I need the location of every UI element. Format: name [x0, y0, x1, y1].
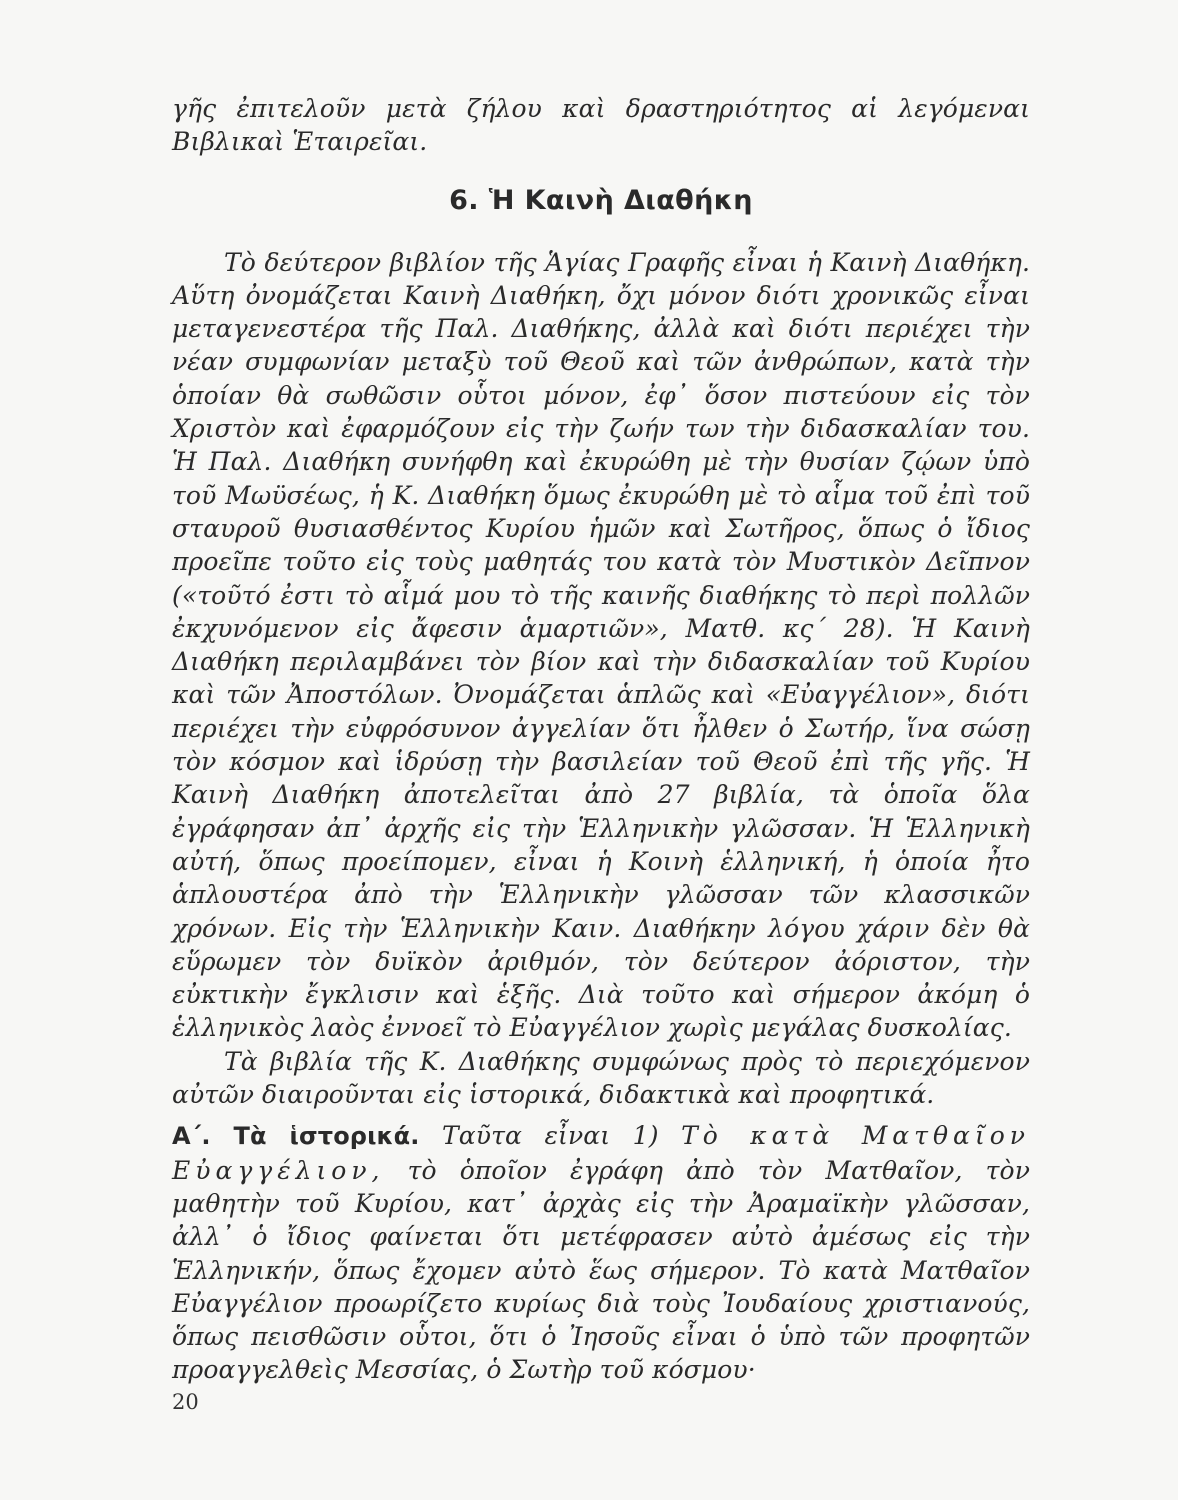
historical-text: τὸ ὁποῖον ἐγράφη ἀπὸ τὸν Ματθαῖον, τὸν μαθητὴν τοῦ Κυρίου, κατ᾽ ἀρχὰς εἰς τὴν Ἀραμαϊκὴν γλῶσσαν, ἀλλ᾽ ὁ ἴδιος φαίνεται ὅτι μετέφρασεν αὐτὸ ἀμέσως εἰς τὴν Ἑλληνικήν, ὅπως ἔχομεν αὐτὸ ἕως σήμερον. Τὸ κατὰ Ματθαῖον Εὐαγγέλιον προωρίζετο κυρίως διὰ τοὺς Ἰουδαίους χριστιανούς, ὅπως πεισθῶσιν οὗτοι, ὅτι ὁ Ἰησοῦς εἶναι ὁ ὑπὸ τῶν προφητῶν προαγγελθεὶς Μεσσίας, ὁ Σωτὴρ τοῦ κόσμου·: [172, 1155, 1030, 1385]
text-column: [172, 92, 1030, 1387]
intro-paragraph: γῆς ἐπιτελοῦν μετὰ ζήλου καὶ δραστηριότητος αἱ λεγόμεναι Βιβλικαὶ Ἑταιρεῖαι.: [172, 94, 1030, 157]
division-paragraph: Τὰ βιβλία τῆς Κ. Διαθήκης συμφώνως πρὸς τὸ περιεχόμενον αὐτῶν διαιροῦνται εἰς ἱστορικά, διδακτικὰ καὶ προφητικά.: [172, 1046, 1030, 1110]
historical-subheading: Α΄. Τὰ ἱστορικά.: [172, 1122, 420, 1151]
historical-lead: Ταῦτα εἶναι 1): [442, 1121, 659, 1151]
section-heading: 6. Ἡ Καινὴ Διαθήκη: [449, 184, 753, 216]
matthew-gospel-title: Τὸ κατὰ Ματθαῖον Εὐαγγέλιον,: [172, 1121, 1030, 1185]
page-number: 20: [172, 1390, 199, 1414]
historical-books-paragraph: [172, 1119, 1030, 1386]
new-testament-paragraph: Τὸ δεύτερον βιβλίον τῆς Ἁγίας Γραφῆς εἶναι ἡ Καινὴ Διαθήκη. Αὕτη ὀνομάζεται Καινὴ Διαθήκη, ὄχι μόνον διότι χρονικῶς εἶναι μεταγενεστέρα τῆς Παλ. Διαθήκης, ἀλλὰ καὶ διότι περιέχει τὴν νέαν συμφωνίαν μεταξὺ τοῦ Θεοῦ καὶ τῶν ἀνθρώπων, κατὰ τὴν ὁποίαν θὰ σωθῶσιν οὗτοι μόνον, ἐφ᾽ ὅσον πιστεύουν εἰς τὸν Χριστὸν καὶ ἐφαρμόζουν εἰς τὴν ζωήν των τὴν διδασκαλίαν του. Ἡ Παλ. Διαθήκη συνήφθη καὶ ἐκυρώθη μὲ τὴν θυσίαν ζῴων ὑπὸ τοῦ Μωϋσέως, ἡ Κ. Διαθήκη ὅμως ἐκυρώθη μὲ τὸ αἷμα τοῦ ἐπὶ τοῦ σταυροῦ θυσιασθέντος Κυρίου ἡμῶν καὶ Σωτῆρος, ὅπως ὁ ἴδιος προεῖπε τοῦτο εἰς τοὺς μαθητάς του κατὰ τὸν Μυστικὸν Δεῖπνον («τοῦτό ἐστι τὸ αἷμά μου τὸ τῆς καινῆς διαθήκης τὸ περὶ πολλῶν ἐκχυνόμενον εἰς ἄφεσιν ἁμαρτιῶν», Ματθ. κς´ 28). Ἡ Καινὴ Διαθήκη περιλαμβάνει τὸν βίον καὶ τὴν διδασκαλίαν τοῦ Κυρίου καὶ τῶν Ἀποστόλων. Ὀνομάζεται ἁπλῶς καὶ «Εὐαγγέλιον», διότι περιέχει τὴν εὐφρόσυνον ἀγγελίαν ὅτι ἦλθεν ὁ Σωτήρ, ἵνα σώσῃ τὸν κόσμον καὶ ἱδρύσῃ τὴν βασιλείαν τοῦ Θεοῦ ἐπὶ τῆς γῆς. Ἡ Καινὴ Διαθήκη ἀποτελεῖται ἀπὸ 27 βιβλία, τὰ ὁποῖα ὅλα ἐγράφησαν ἀπ᾽ ἀρχῆς εἰς τὴν Ἑλληνικὴν γλῶσσαν. Ἡ Ἑλληνικὴ αὐτή, ὅπως προείπομεν, εἶναι ἡ Κοινὴ ἑλληνική, ἡ ὁποία ἦτο ἁπλουστέρα ἀπὸ τὴν Ἑλληνικὴν γλῶσσαν τῶν κλασσικῶν χρόνων. Εἰς τὴν Ἑλληνικὴν Καιν. Διαθήκην λόγου χάριν δὲν θὰ εὕρωμεν τὸν δυϊκὸν ἀριθμόν, τὸν δεύτερον ἀόριστον, τὴν εὐκτικὴν ἔγκλισιν καὶ ἑξῆς. Διὰ τοῦτο καὶ σήμερον ἀκόμη ὁ ἑλληνικὸς λαὸς ἐννοεῖ τὸ Εὐαγγέλιον χωρὶς μεγάλας δυσκολίας.: [172, 247, 1030, 1043]
